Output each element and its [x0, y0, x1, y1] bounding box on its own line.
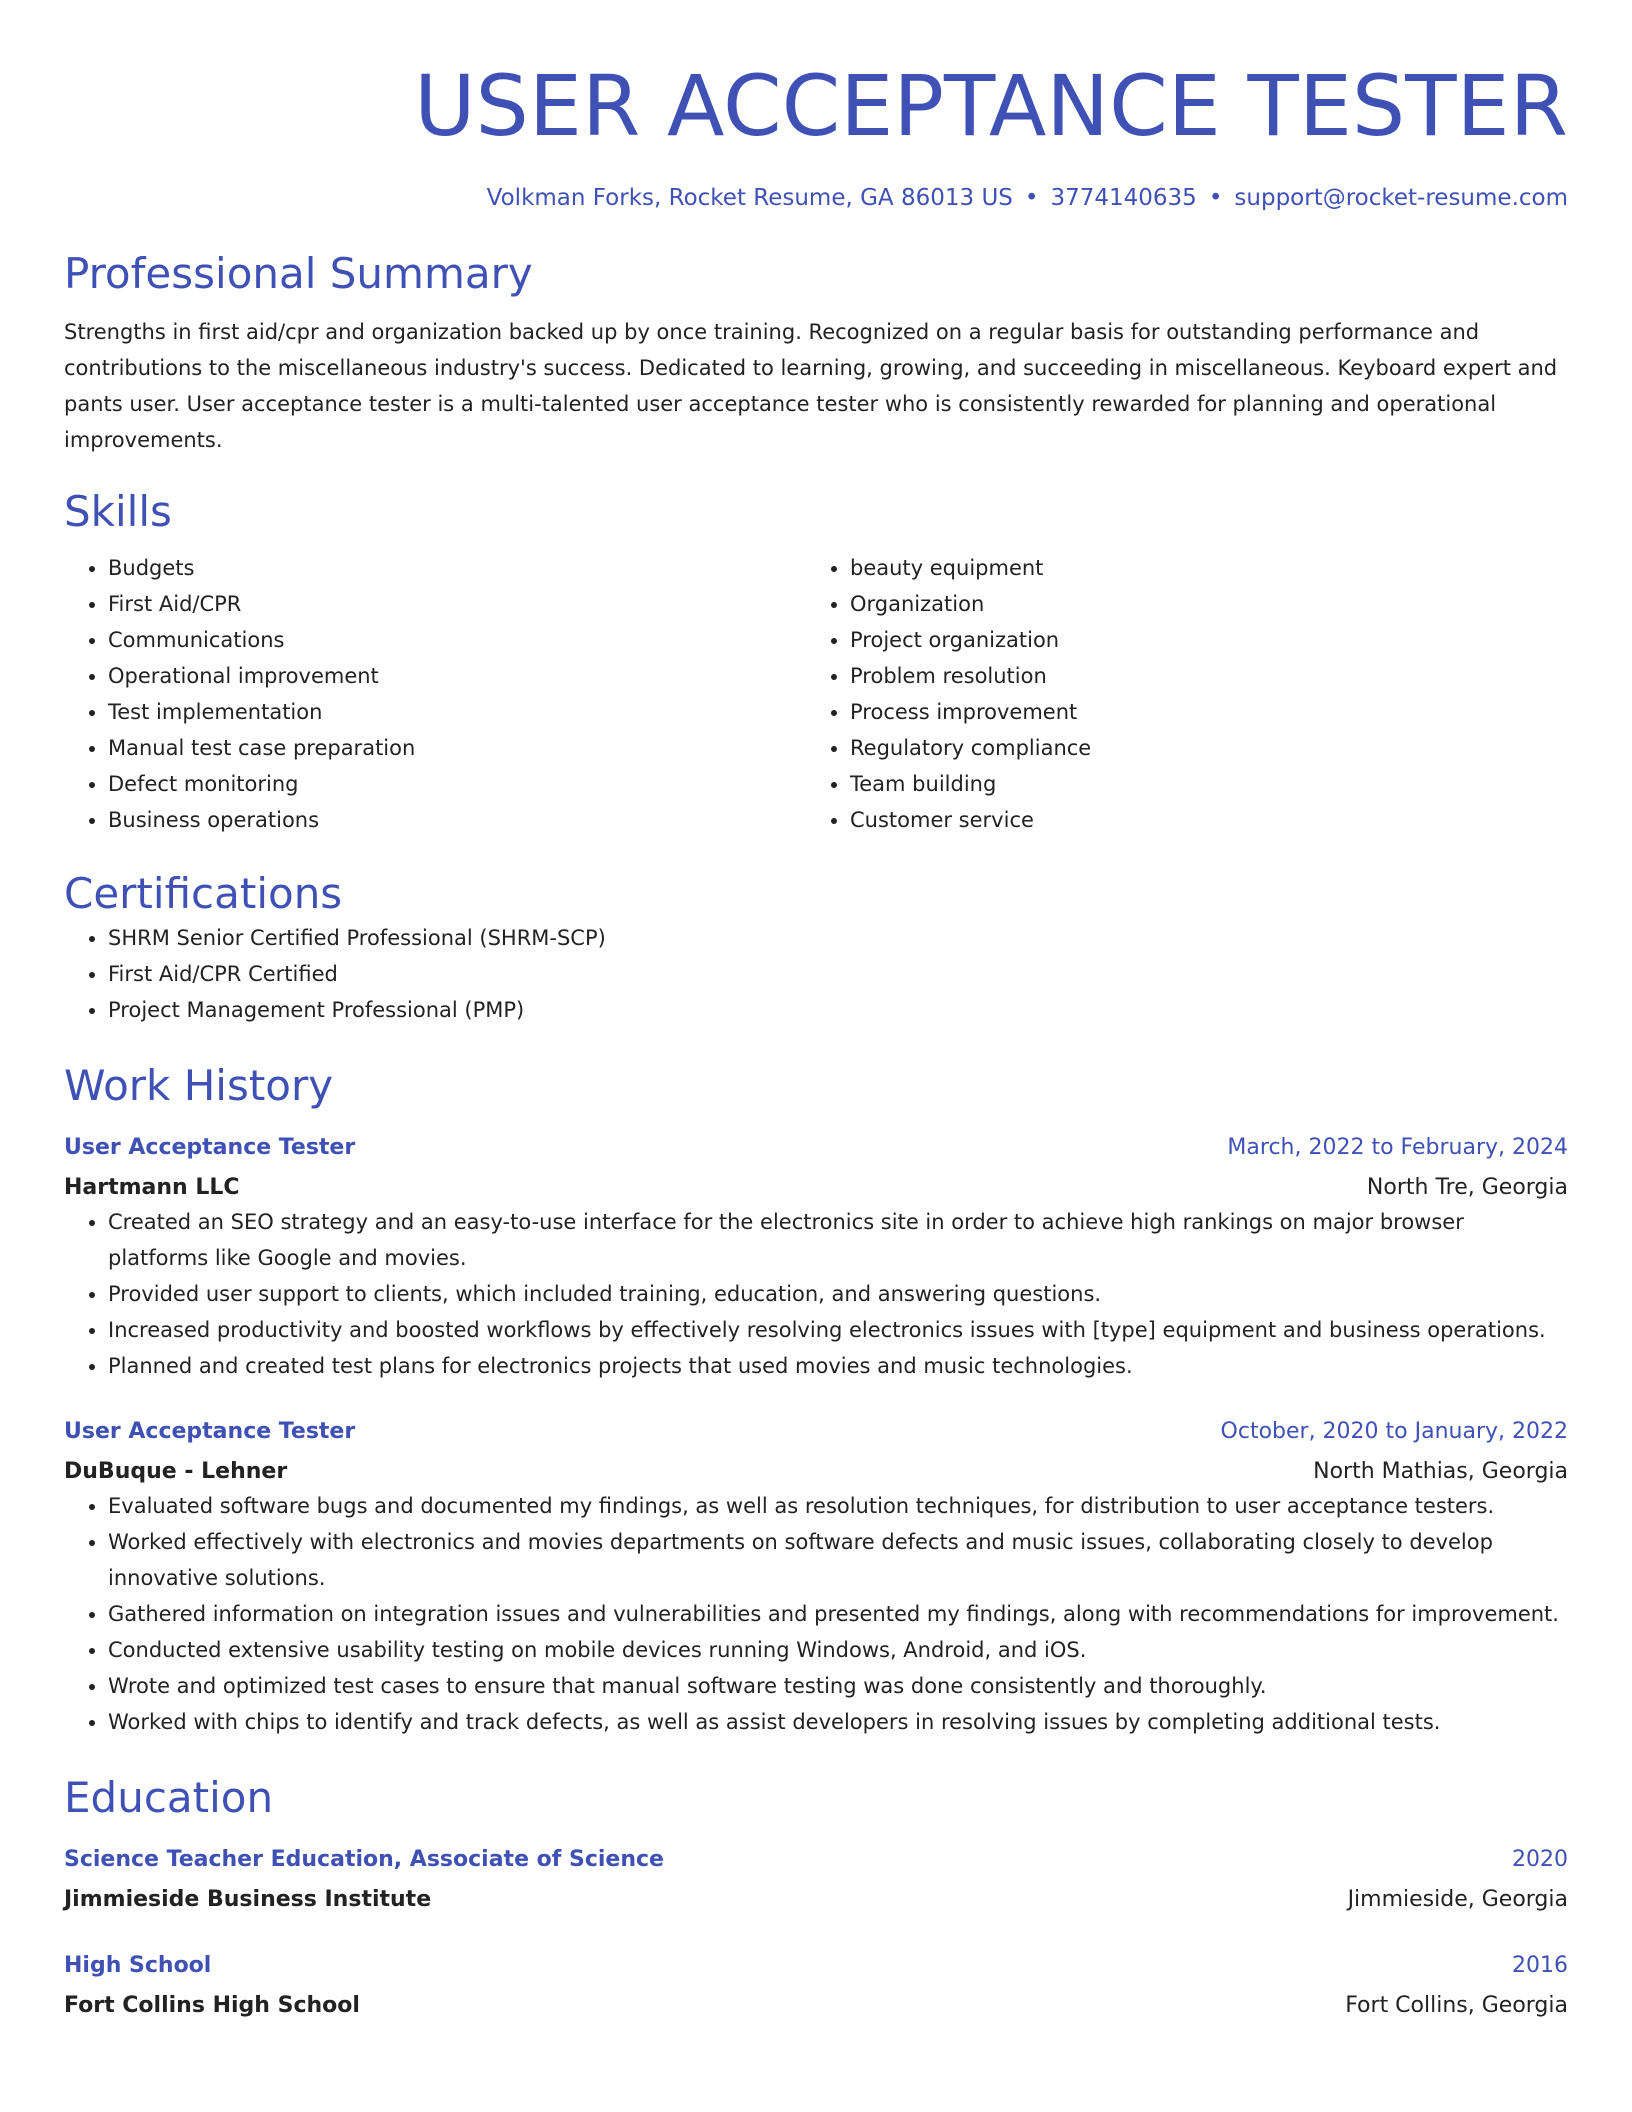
skill-item: • Communications [108, 622, 806, 658]
certifications-heading: Certifications [64, 869, 343, 918]
education-location: Fort Collins, Georgia [1345, 1993, 1568, 2018]
contact-separator: • [1208, 185, 1223, 211]
job-title-row [64, 1416, 1568, 1448]
job-bullet: • Worked effectively with electronics and movies departments on software defects and music issues, collaborating closely to develop innovative solutions. [108, 1524, 1568, 1596]
contact-phone: 3774140635 [1050, 185, 1197, 211]
education-heading: Education [64, 1773, 274, 1822]
job-entry [64, 1416, 1568, 1740]
job-title-row [64, 1132, 1568, 1164]
skill-item: • Manual test case preparation [108, 730, 806, 766]
skills-list-left [64, 550, 806, 838]
skill-item: • Regulatory compliance [850, 730, 1548, 766]
summary-text: Strengths in first aid/cpr and organization backed up by once training. Recognized on a regular basis for outstanding performance and contributions to the miscellaneous industry's success. Dedicated to learning, growing, and succeeding in miscellaneous. Keyboard expert and pants user. User acceptance tester is a multi-talented user acceptance tester who is consistently rewarded for planning and operational improvements. [64, 320, 1558, 452]
education-year: 2020 [1512, 1847, 1568, 1872]
skill-item: • First Aid/CPR [108, 586, 806, 622]
certification-item: • SHRM Senior Certified Professional (SHRM-SCP) [108, 920, 1568, 956]
contact-address: Volkman Forks, Rocket Resume, GA 86013 US [486, 185, 1013, 211]
job-company-row [64, 1164, 1568, 1204]
work-history-heading: Work History [64, 1061, 334, 1110]
job-bullet: • Wrote and optimized test cases to ensure that manual software testing was done consistently and thoroughly. [108, 1668, 1568, 1704]
job-dates: October, 2020 to January, 2022 [1220, 1419, 1568, 1444]
education-degree-row [64, 1950, 1568, 1982]
job-bullet: • Worked with chips to identify and track defects, as well as assist developers in resolving issues by completing additional tests. [108, 1704, 1568, 1740]
certification-item: • First Aid/CPR Certified [108, 956, 1568, 992]
skills-column-left [64, 550, 806, 838]
candidate-name: USER ACCEPTANCE TESTER [414, 57, 1568, 155]
education-degree-row [64, 1844, 1568, 1876]
job-company: DuBuque - Lehner [64, 1459, 288, 1484]
education-entry [64, 1844, 1568, 1916]
job-title: User Acceptance Tester [64, 1135, 356, 1160]
job-location: North Tre, Georgia [1366, 1175, 1568, 1200]
contact-line [64, 182, 1568, 214]
skill-item: • beauty equipment [850, 550, 1548, 586]
job-bullet: • Conducted extensive usability testing on mobile devices running Windows, Android, and iOS. [108, 1632, 1568, 1668]
job-location: North Mathias, Georgia [1313, 1459, 1568, 1484]
job-bullet: • Gathered information on integration issues and vulnerabilities and presented my findings, along with recommendations for improvement. [108, 1596, 1568, 1632]
skills-column-right [806, 550, 1548, 838]
skills-list-right [806, 550, 1548, 838]
job-company-row [64, 1448, 1568, 1488]
skill-item: • Defect monitoring [108, 766, 806, 802]
certifications-list [64, 920, 1568, 1028]
job-company: Hartmann LLC [64, 1175, 240, 1200]
job-entry [64, 1132, 1568, 1384]
education-degree: Science Teacher Education, Associate of Science [64, 1847, 664, 1872]
education-location: Jimmieside, Georgia [1347, 1887, 1568, 1912]
education-school-row [64, 1982, 1568, 2022]
education-school: Fort Collins High School [64, 1993, 360, 2018]
education-year: 2016 [1512, 1953, 1568, 1978]
education-entry [64, 1950, 1568, 2022]
job-title: User Acceptance Tester [64, 1419, 356, 1444]
contact-separator: • [1024, 185, 1039, 211]
summary-heading: Professional Summary [64, 249, 533, 298]
skill-item: • Team building [850, 766, 1548, 802]
certification-item: • Project Management Professional (PMP) [108, 992, 1568, 1028]
skill-item: • Organization [850, 586, 1548, 622]
skills-heading: Skills [64, 487, 172, 536]
skill-item: • Operational improvement [108, 658, 806, 694]
education-school-row [64, 1876, 1568, 1916]
job-bullet: • Planned and created test plans for electronics projects that used movies and music technologies. [108, 1348, 1568, 1384]
skill-item: • Customer service [850, 802, 1548, 838]
skills-columns [64, 550, 1568, 838]
job-bullets [64, 1204, 1568, 1384]
skill-item: • Project organization [850, 622, 1548, 658]
skill-item: • Business operations [108, 802, 806, 838]
skill-item: • Budgets [108, 550, 806, 586]
resume-header [64, 56, 1568, 214]
job-bullet: • Increased productivity and boosted workflows by effectively resolving electronics issues with [type] equipment and business operations. [108, 1312, 1568, 1348]
skill-item: • Process improvement [850, 694, 1548, 730]
contact-email: support@rocket-resume.com [1234, 185, 1568, 211]
job-bullet: • Provided user support to clients, which included training, education, and answering questions. [108, 1276, 1568, 1312]
job-bullet: • Evaluated software bugs and documented my findings, as well as resolution techniques, for distribution to user acceptance testers. [108, 1488, 1568, 1524]
education-degree: High School [64, 1953, 212, 1978]
skill-item: • Problem resolution [850, 658, 1548, 694]
education-school: Jimmieside Business Institute [64, 1887, 432, 1912]
job-bullet: • Created an SEO strategy and an easy-to-use interface for the electronics site in order to achieve high rankings on major browser platforms like Google and movies. [108, 1204, 1568, 1276]
job-bullets [64, 1488, 1568, 1740]
skill-item: • Test implementation [108, 694, 806, 730]
job-dates: March, 2022 to February, 2024 [1227, 1135, 1568, 1160]
